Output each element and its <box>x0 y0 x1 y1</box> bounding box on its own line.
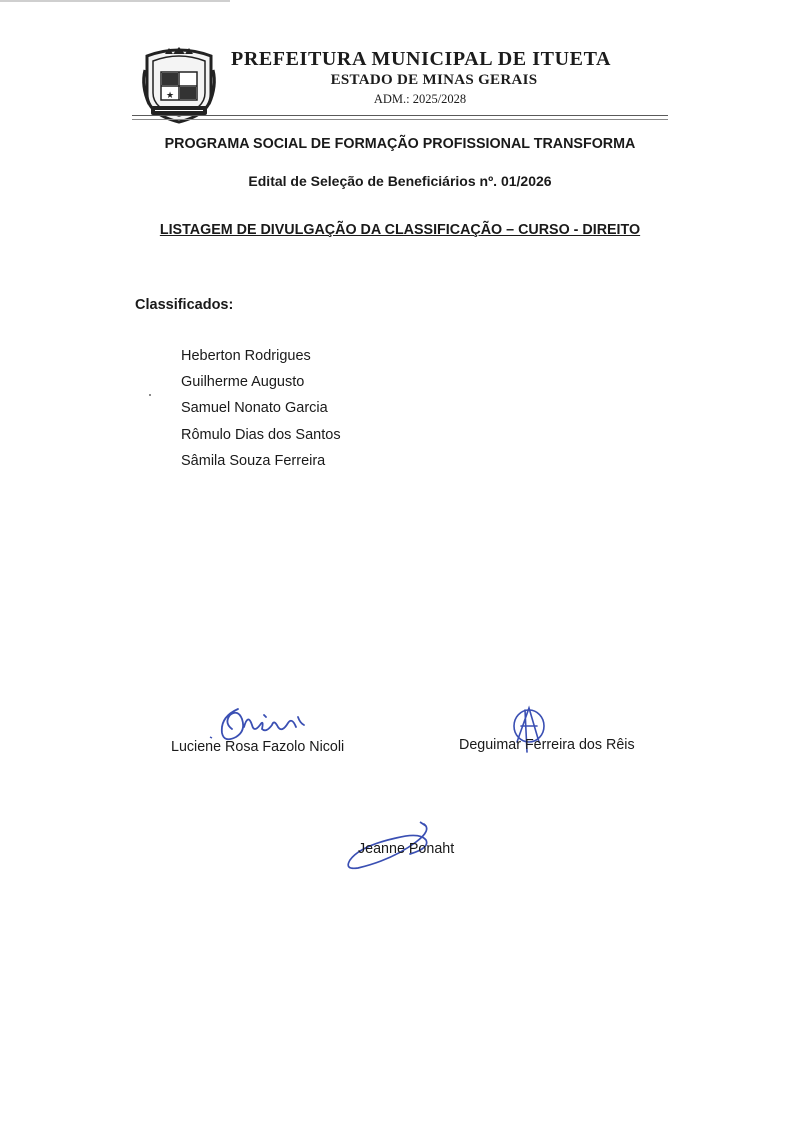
program-title: PROGRAMA SOCIAL DE FORMAÇÃO PROFISSIONAL TRANSFORMA <box>164 136 636 152</box>
list-item: Rômulo Dias dos Santos <box>181 426 341 443</box>
list-item: Samuel Nonato Garcia <box>181 400 328 417</box>
list-item: Heberton Rodrigues <box>181 348 311 364</box>
state-name: ESTADO DE MINAS GERAIS <box>330 72 538 88</box>
listing-title: LISTAGEM DE DIVULGAÇÃO DA CLASSIFICAÇÃO – CURSO - DIREITO <box>159 222 641 238</box>
classified-heading: Classificados: <box>135 297 234 313</box>
signatory-name: Deguimar Ferreira dos Rêis <box>459 737 635 753</box>
signatory-name: Jeanne Ponaht <box>358 841 455 857</box>
svg-text:★: ★ <box>165 90 175 100</box>
header-rule <box>132 115 668 116</box>
signatory-name: Luciene Rosa Fazolo Nicoli <box>171 739 345 755</box>
edital-title: Edital de Seleção de Beneficiários nº. 01/2026 <box>248 173 552 189</box>
scan-speck <box>149 394 151 396</box>
municipality-title: PREFEITURA MUNICIPAL DE ITUETA <box>231 48 612 70</box>
administration-term: ADM.: 2025/2028 <box>373 92 467 106</box>
list-item: Guilherme Augusto <box>181 374 305 391</box>
scan-edge <box>0 0 230 2</box>
header-rule-secondary <box>132 119 668 120</box>
classified-list <box>181 347 341 478</box>
list-item: Sâmila Souza Ferreira <box>181 452 326 469</box>
